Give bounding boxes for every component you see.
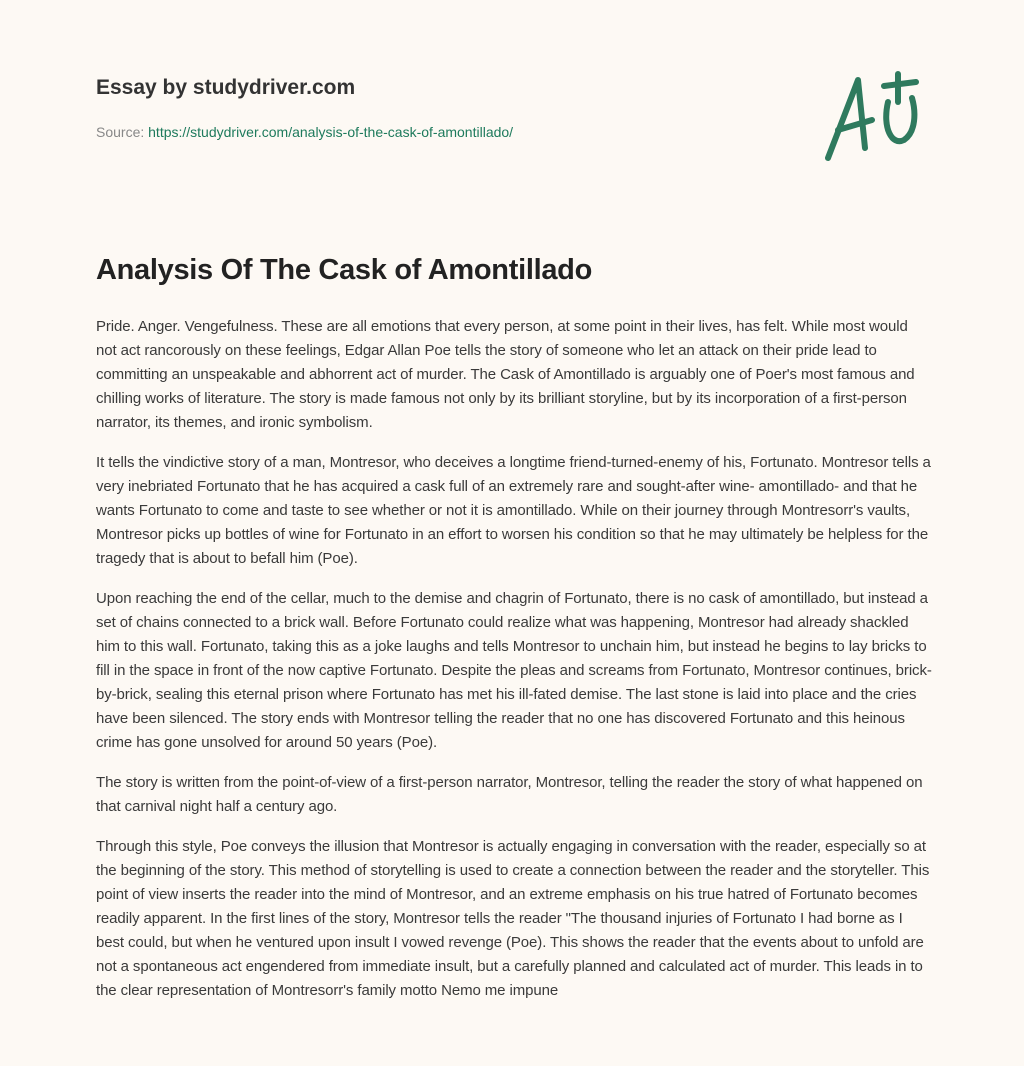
article-body: [96, 315, 932, 1019]
paragraph: The story is written from the point-of-view of a first-person narrator, Montresor, telling the reader the story of what happened on that carnival night half a century ago.: [96, 774, 923, 815]
paragraph: It tells the vindictive story of a man, Montresor, who deceives a longtime friend-turned-enemy of his, Fortunato. Montresor tells a very inebriated Fortunato that he has acquired a cask full of an extremely rare and sought-after wine- amontillado- and that he wants Fortunato to come and taste to see whether or not it is amontillado. While on their journey through Montresorr's vaults, Montresor picks up bottles of wine for Fortunato in an effort to worsen his condition so that he may ultimately be helpless for the tragedy that is about to befall him (Poe).: [96, 454, 931, 567]
source-line: [96, 124, 513, 140]
article-title: Analysis Of The Cask of Amontillado: [96, 254, 593, 286]
paragraph: Through this style, Poe conveys the illusion that Montresor is actually engaging in conversation with the reader, especially so at the beginning of the story. This method of storytelling is used to create a connection between the reader and the storyteller. This point of view inserts the reader into the mind of Montresor, and an extreme emphasis on his true hatred of Fortunato becomes readily apparent. In the first lines of the story, Montresor tells the reader "The thousand injuries of Fortunato I had borne as I best could, but when he ventured upon insult I vowed revenge (Poe). This shows the reader that the events about to unfold are not a spontaneous act engendered from immediate insult, but a carefully planned and calculated act of murder. This leads in to the clear representation of Montresorr's family motto Nemo me impune: [96, 838, 930, 999]
site-brand: Essay by studydriver.com: [96, 76, 356, 99]
paragraph: Upon reaching the end of the cellar, much to the demise and chagrin of Fortunato, there is no cask of amontillado, but instead a set of chains connected to a brick wall. Before Fortunato could realize what was happening, Montresor had already shackled him to this wall. Fortunato, taking this as a joke laughs and tells Montresor to unchain him, but instead he begins to lay bricks to fill in the space in front of the now captive Fortunato. Despite the pleas and screams from Fortunato, Montresor continues, brick-by-brick, sealing this eternal prison where Fortunato has met his ill-fated demise. The last stone is laid into place and the cries have been silenced. The story ends with Montresor telling the reader that no one has discovered Fortunato and this heinous crime has gone unsolved for around 50 years (Poe).: [96, 590, 932, 751]
source-label: Source:: [96, 124, 145, 140]
source-link[interactable]: https://studydriver.com/analysis-of-the-cask-of-amontillado/: [148, 124, 514, 140]
a-plus-logo-icon: [820, 68, 930, 168]
paragraph: Pride. Anger. Vengefulness. These are all emotions that every person, at some point in their lives, has felt. While most would not act rancorously on these feelings, Edgar Allan Poe tells the story of someone who let an attack on their pride lead to committing an unspeakable and abhorrent act of murder. The Cask of Amontillado is arguably one of Poer's most famous and chilling works of literature. The story is made famous not only by its brilliant storyline, but by its incorporation of a first-person narrator, its themes, and ironic symbolism.: [96, 318, 915, 431]
